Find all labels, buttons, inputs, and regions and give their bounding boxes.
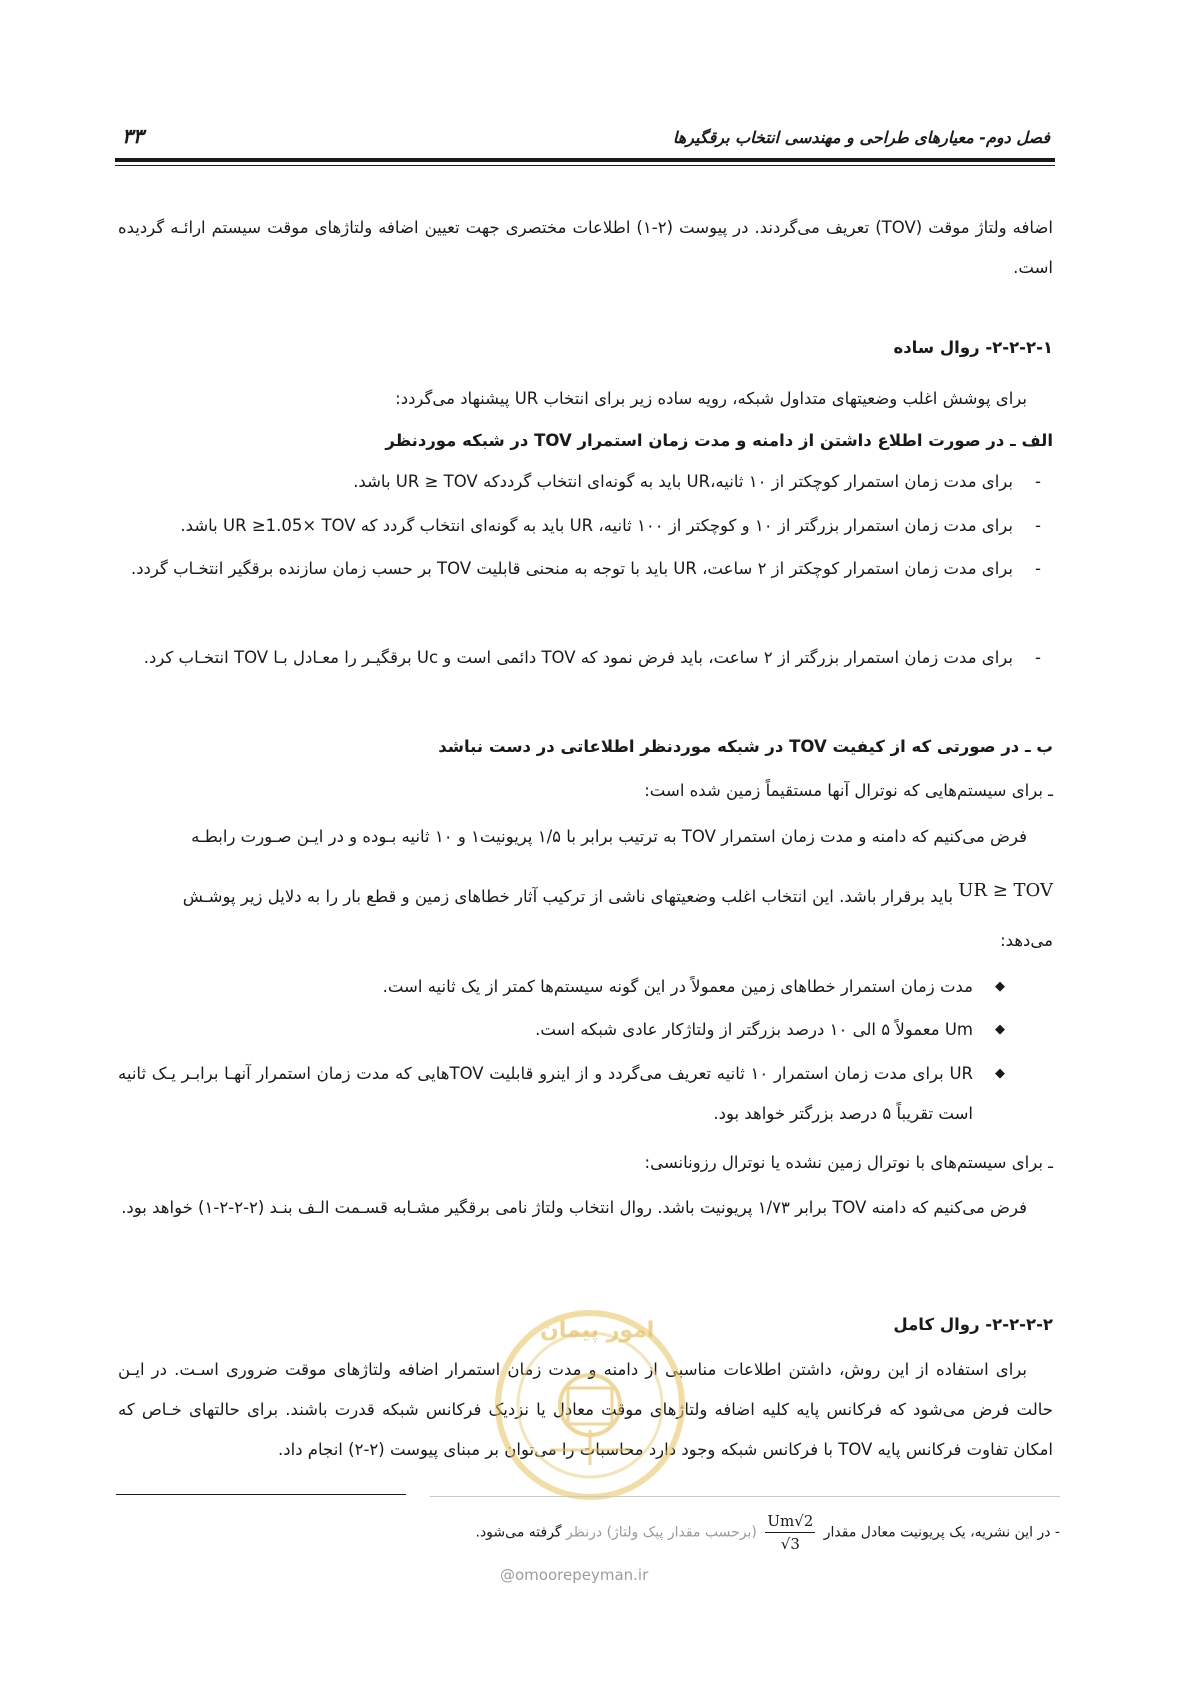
running-header-title: فصل دوم- معیارهای طراحی و مهندسی انتخاب برقگیرها bbox=[672, 128, 1050, 147]
dash-marker: - bbox=[1035, 472, 1041, 491]
subheading-b: ب ـ در صورتی که از کیفیت TOV در شبکه موردنظر اطلاعاتی در دست نباشد bbox=[438, 737, 1053, 756]
ungrounded-systems-lead: ـ برای سیستم‌های با نوترال زمین نشده یا نوترال رزونانسی: bbox=[644, 1153, 1053, 1172]
section-lead: برای پوشش اغلب وضعیتهای متداول شبکه، رویه ساده زیر برای انتخاب UR پیشنهاد می‌گردد: bbox=[395, 389, 1027, 408]
list-item-text: برای مدت زمان استمرار بزرگتر از ۲ ساعت، باید فرض نمود که TOV دائمی است و Uc برقگیـر را معـادل بـا TOV انتخـاب کرد. bbox=[143, 648, 1013, 667]
grounded-paragraph-text: باید برقرار باشد. این انتخاب اغلب وضعیتهای ناشی از ترکیب آثار خطاهای زمین و قطع بار را به دلایل زیر پوشـش bbox=[182, 887, 954, 906]
grounded-paragraph-line-1: فرض می‌کنیم که دامنه و مدت زمان استمرار TOV به ترتیب برابر با ۱/۵ پریونیت۱ و ۱۰ ثانیه بـوده و در ایـن صـورت رابطـه bbox=[191, 827, 1027, 846]
header-rule-thick bbox=[115, 158, 1055, 162]
section-heading-complete: ۲-۲-۲-۲- روال کامل bbox=[893, 1315, 1053, 1334]
dash-marker: - bbox=[1035, 559, 1041, 578]
watermark-logo-text: امور پیمان bbox=[540, 1318, 655, 1343]
diamond-bullet-icon: ◆ bbox=[995, 979, 1005, 994]
fraction-numerator: Um√2 bbox=[765, 1510, 815, 1533]
grounded-systems-lead: ـ برای سیستم‌هایی که نوترال آنها مستقیماً زمین شده است: bbox=[644, 781, 1053, 800]
dash-marker: - bbox=[1035, 648, 1041, 667]
header-rule-thin bbox=[115, 165, 1055, 166]
footnote-faded-text: (برحسب مقدار پیک ولتاژ) درنظر bbox=[566, 1524, 757, 1541]
footnote-prefix: - در این نشریه، یک پریونیت معادل مقدار bbox=[823, 1524, 1060, 1541]
diamond-bullet-icon: ◆ bbox=[995, 1022, 1005, 1037]
bullet-item-text: UR برای مدت زمان استمرار ۱۰ ثانیه تعریف می‌گردد و از اینرو قابلیت TOVهایی که مدت زمان استمرار آنهـا برابـر یـک ثانیه است تقریباً ۵ درصد بزرگتر خواهد بود. bbox=[118, 1064, 973, 1123]
per-unit-fraction bbox=[765, 1510, 815, 1555]
ungrounded-paragraph: فرض می‌کنیم که دامنه TOV برابر ۱/۷۳ پریونیت باشد. روال انتخاب ولتاژ نامی برقگیر مشـابه قسـمت الـف بنـد (۲-۲-۲-۱) خواهد بود. bbox=[121, 1198, 1027, 1217]
footnote bbox=[476, 1510, 1061, 1555]
bullet-item-text: مدت زمان استمرار خطاهای زمین معمولاً در این گونه سیستم‌ها کمتر از یک ثانیه است. bbox=[382, 977, 973, 996]
list-item-text: برای مدت زمان استمرار کوچکتر از ۲ ساعت، UR باید با توجه به منحنی قابلیت TOV بر حسب زمان سازنده برقگیر انتخـاب گردد. bbox=[130, 559, 1013, 578]
diamond-bullet-icon: ◆ bbox=[995, 1066, 1005, 1081]
intro-paragraph: اضافه ولتاژ موقت (TOV) تعریف می‌گردند. در پیوست (۲-۱) اطلاعات مختصری جهت تعیین اضافه ولتاژهای موقت سیستم ارائـه گردیده است. bbox=[118, 218, 1053, 277]
relation-ur-tov: UR ≥ TOV bbox=[958, 880, 1053, 901]
footnote-separator-light bbox=[430, 1496, 1060, 1497]
grounded-paragraph-line-2 bbox=[118, 876, 1053, 912]
grounded-paragraph-line-3: می‌دهد: bbox=[1000, 931, 1053, 950]
bullet-item-text: Um معمولاً ۵ الی ۱۰ درصد بزرگتر از ولتاژکار عادی شبکه است. bbox=[535, 1020, 973, 1039]
footnote-suffix: گرفته می‌شود. bbox=[475, 1524, 562, 1541]
watermark-site-text: @omoorepeyman.ir bbox=[500, 1566, 649, 1584]
section-heading-simple: ۲-۲-۲-۱- روال ساده bbox=[893, 338, 1053, 357]
dash-marker: - bbox=[1035, 516, 1041, 535]
list-item-text: برای مدت زمان استمرار کوچکتر از ۱۰ ثانیه،UR باید به گونه‌ای انتخاب گرددکه UR ≥ TOV باشد. bbox=[353, 472, 1013, 491]
complete-method-paragraph: برای استفاده از این روش، داشتن اطلاعات مناسبی از دامنه و مدت زمان استمرار اضافه ولتاژهای موقت ضروری اسـت. در ایـن حالت فرض می‌شود که فرکانس پایه کلیه اضافه ولتاژهای موقت معادل یا نزدیک فرکانس شبکه قدرت باشند. برای حالتهای خـاص که امکان تفاوت فرکانس پایه TOV با فرکانس شبکه وجود دارد محاسبات را می‌توان بر مبنای پیوست (۲-۲) انجام داد. bbox=[118, 1360, 1053, 1459]
fraction-denominator: √3 bbox=[780, 1535, 800, 1553]
footnote-separator bbox=[116, 1494, 406, 1495]
page-number: ۳۳ bbox=[122, 124, 144, 148]
subheading-a: الف ـ در صورت اطلاع داشتن از دامنه و مدت زمان استمرار TOV در شبکه موردنظر bbox=[385, 431, 1053, 450]
list-item-text: برای مدت زمان استمرار بزرگتر از ۱۰ و کوچکتر از ۱۰۰ ثانیه، UR باید به گونه‌ای انتخاب گردد که UR ≥1.05× TOV باشد. bbox=[180, 516, 1013, 535]
